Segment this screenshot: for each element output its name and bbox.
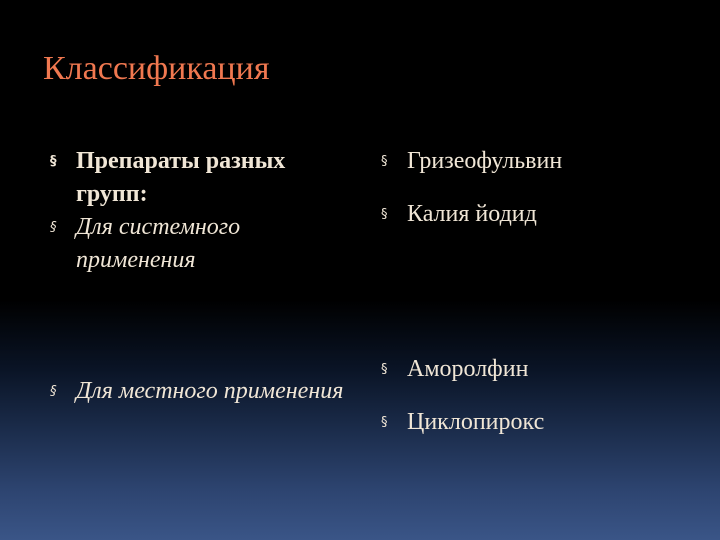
list-item-drug-groups — [50, 145, 350, 211]
right-column-top — [381, 145, 681, 251]
item-label: Калия йодид — [407, 201, 537, 227]
right-column-bottom — [381, 353, 681, 459]
square-bullet-icon: § — [50, 220, 57, 235]
square-bullet-icon: § — [381, 415, 388, 430]
item-label: Для местного применения — [76, 378, 344, 404]
item-label: Гризеофульвин — [407, 148, 563, 174]
square-bullet-icon: § — [381, 362, 388, 377]
item-label: Препараты разных групп: — [76, 148, 286, 207]
item-label: Циклопирокс — [407, 409, 545, 435]
list-item-griseofulvin — [381, 145, 681, 178]
list-item-ciclopirox — [381, 406, 681, 439]
square-bullet-icon: § — [50, 384, 57, 399]
item-label: Для системного применения — [76, 214, 241, 273]
list-item-systemic — [50, 211, 350, 277]
slide-title: Классификация — [43, 50, 270, 87]
left-column-top — [50, 145, 350, 277]
list-item-potassium-iodide — [381, 198, 681, 231]
item-label: Аморолфин — [407, 356, 529, 382]
list-item-amorolfine — [381, 353, 681, 386]
list-item-local — [50, 375, 350, 408]
square-bullet-icon: § — [381, 154, 388, 169]
square-bullet-icon: § — [50, 154, 57, 169]
square-bullet-icon: § — [381, 207, 388, 222]
left-column-bottom — [50, 375, 350, 408]
